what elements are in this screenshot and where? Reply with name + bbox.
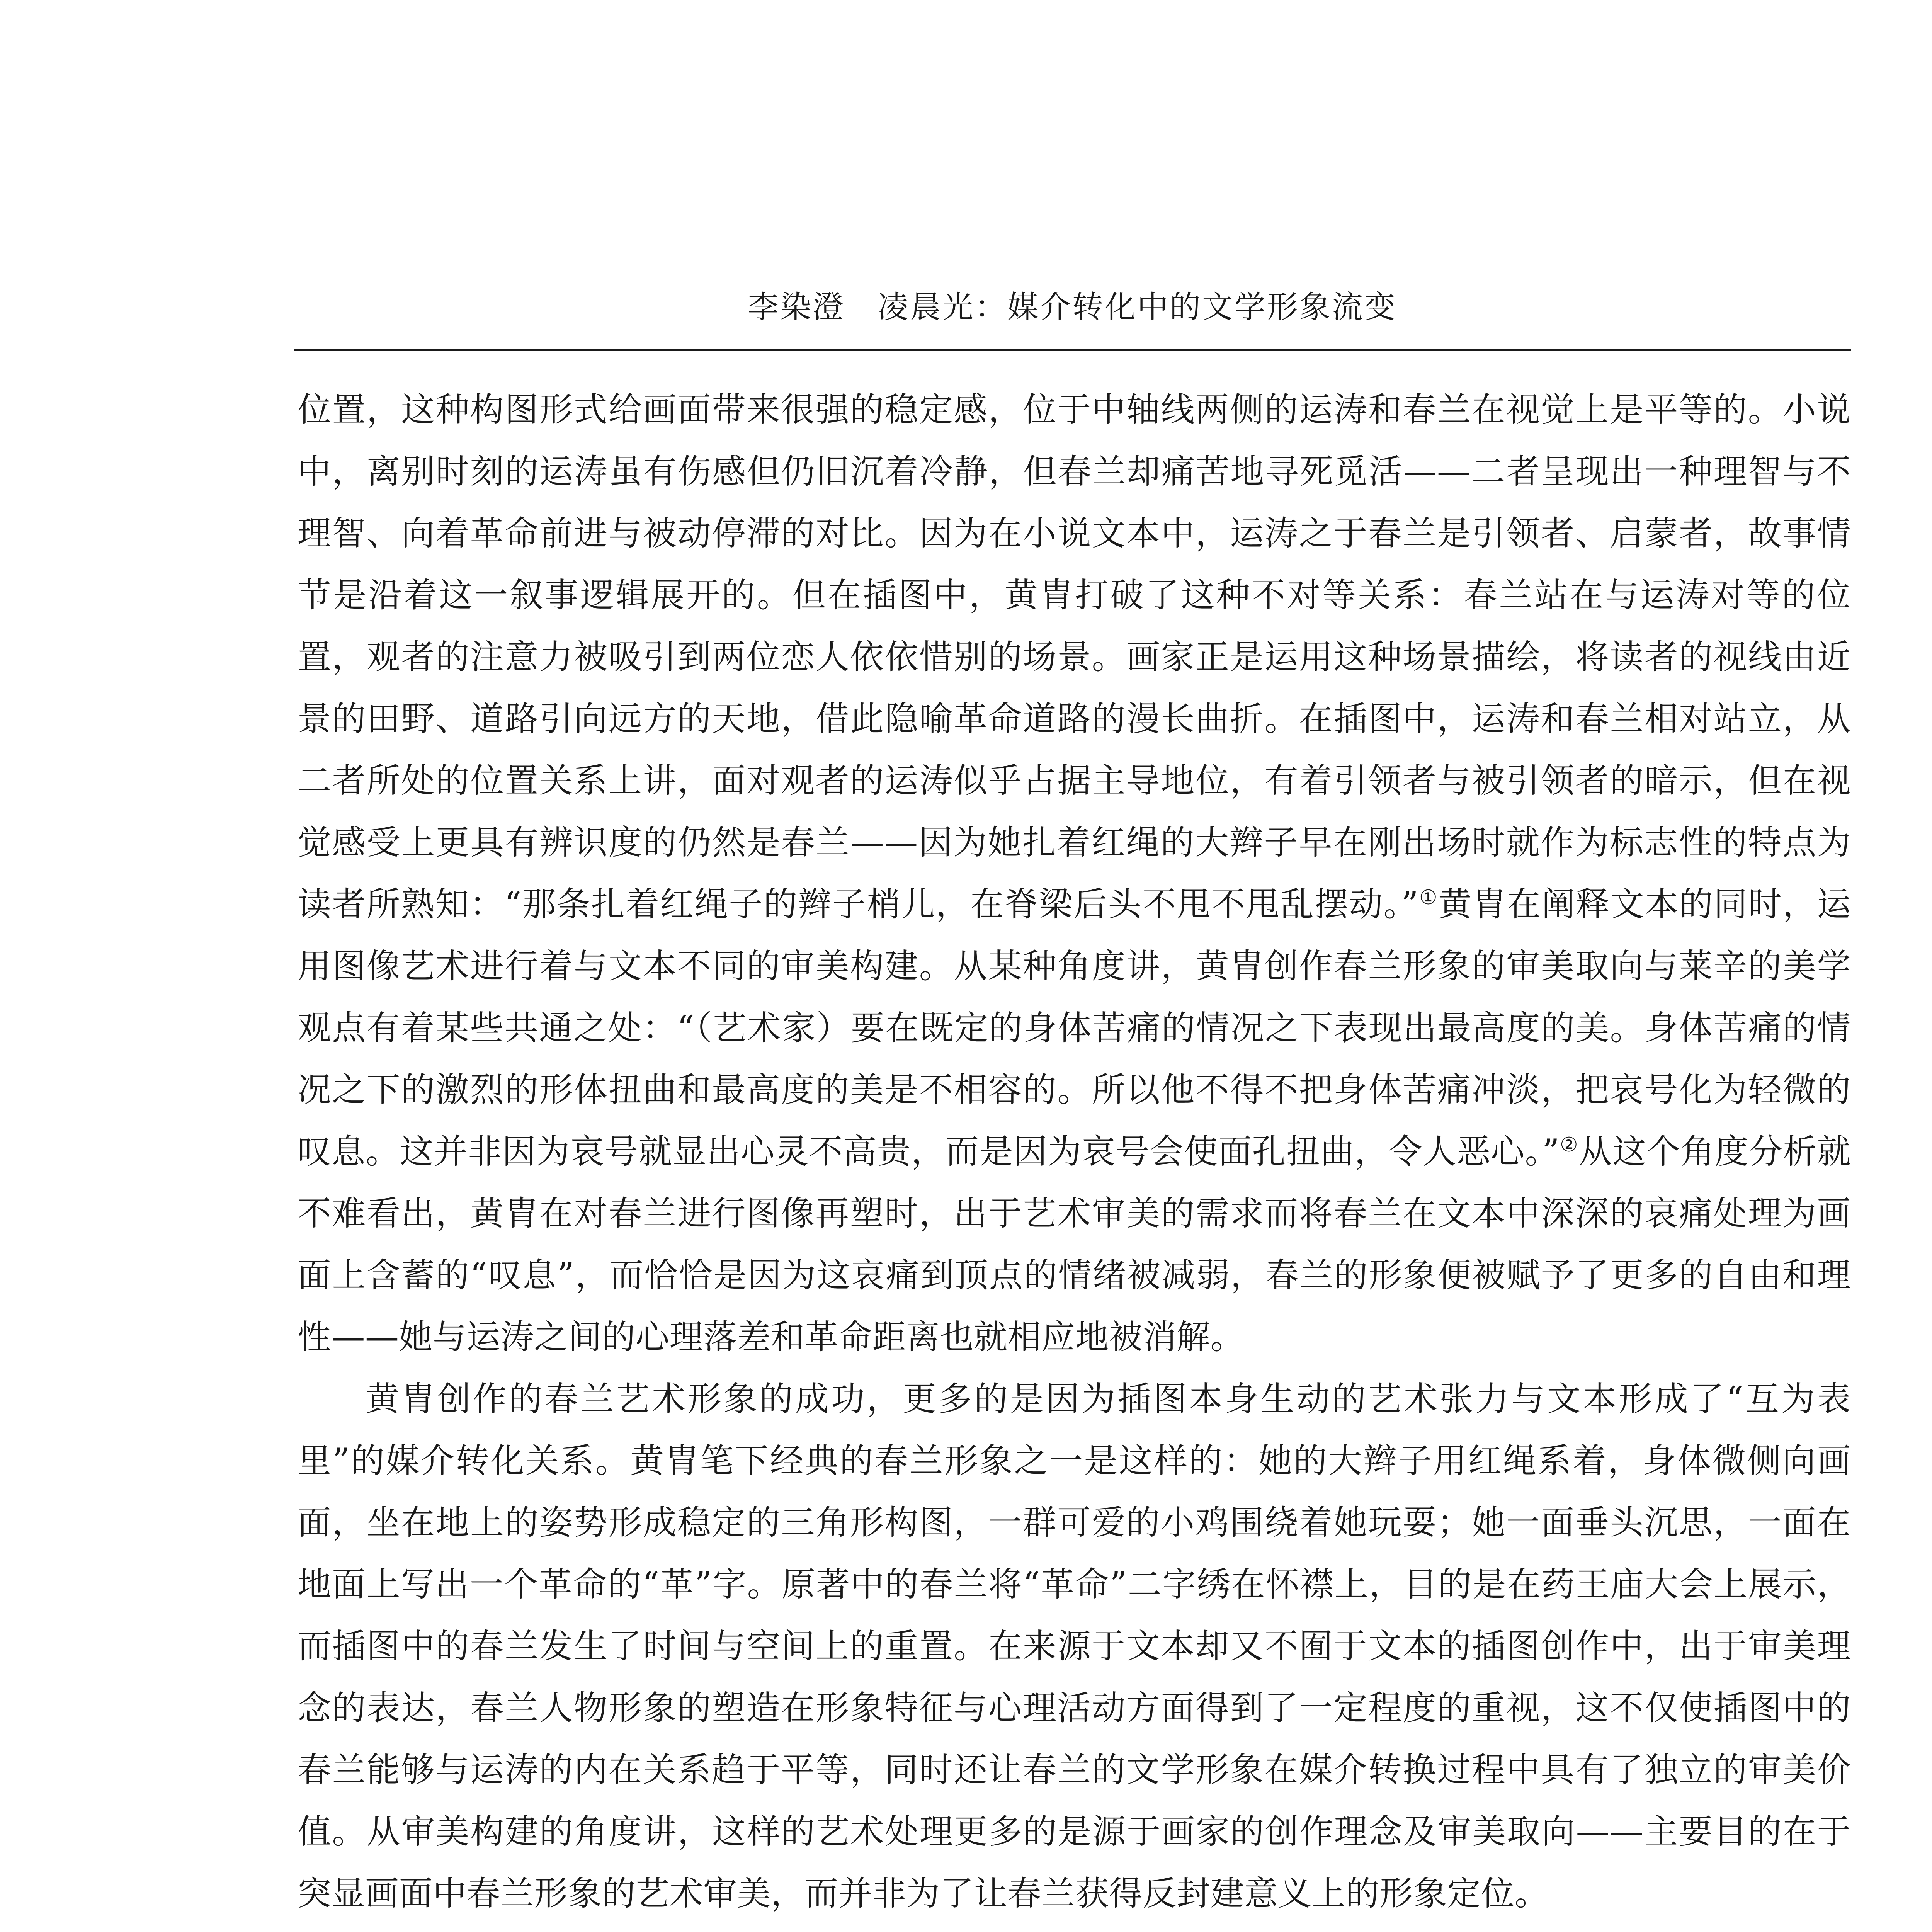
- paragraph-1-text-c: 从这个角度分析就不难看出，黄胄在对春兰进行图像再塑时，出于艺术审美的需求而将春兰在文本中深深的哀痛处理为画面上含蓄的“叹息”，而恰恰是因为这哀痛到顶点的情绪被减弱，春兰的形象便被赋予了更多的自由和理性——她与运涛之间的心理落差和革命距离也就相应地被消解。: [298, 1132, 1851, 1357]
- paragraph-2: 黄胄创作的春兰艺术形象的成功，更多的是因为插图本身生动的艺术张力与文本形成了“互为表里”的媒介转化关系。黄胄笔下经典的春兰形象之一是这样的：她的大辫子用红绳系着，身体微侧向画面，坐在地上的姿势形成稳定的三角形构图，一群可爱的小鸡围绕着她玩耍；她一面垂头沉思，一面在地面上写出一个革命的“革”字。原著中的春兰将“革命”二字绣在怀襟上，目的是在药王庙大会上展示，而插图中的春兰发生了时间与空间上的重置。在来源于文本却又不囿于文本的插图创作中，出于审美理念的表达，春兰人物形象的塑造在形象特征与心理活动方面得到了一定程度的重视，这不仅使插图中的春兰能够与运涛的内在关系趋于平等，同时还让春兰的文学形象在媒介转换过程中具有了独立的审美价值。从审美构建的角度讲，这样的艺术处理更多的是源于画家的创作理念及审美取向——主要目的在于突显画面中春兰形象的艺术审美，而并非为了让春兰获得反封建意义上的形象定位。: [298, 1379, 1851, 1913]
- paragraph-1-text-b: 黄胄在阐释文本的同时，运用图像艺术进行着与文本不同的审美构建。从某种角度讲，黄胄创作春兰形象的审美取向与莱辛的美学观点有着某些共通之处：“（艺术家）要在既定的身体苦痛的情况之下表现出最高度的美。身体苦痛的情况之下的激烈的形体扭曲和最高度的美是不相容的。所以他不得不把身体苦痛冲淡，把哀号化为轻微的叹息。这并非因为哀号就显出心灵不高贵，而是因为哀号会使面孔扭曲，令人恶心。”: [298, 884, 1851, 1171]
- running-header: 李染澄 凌晨光：媒介转化中的文学形象流变: [748, 289, 1397, 325]
- header-rule: [294, 349, 1851, 351]
- paragraph-1: [298, 379, 1851, 1368]
- paragraph-3: [298, 1924, 1851, 1932]
- footnote-ref-2[interactable]: ②: [1560, 1133, 1578, 1156]
- footnote-ref-1[interactable]: ①: [1418, 886, 1438, 909]
- paragraph-1-text-a: 位置，这种构图形式给画面带来很强的稳定感，位于中轴线两侧的运涛和春兰在视觉上是平等的。小说中，离别时刻的运涛虽有伤感但仍旧沉着冷静，但春兰却痛苦地寻死觅活——二者呈现出一种理智与不理智、向着革命前进与被动停滞的对比。因为在小说文本中，运涛之于春兰是引领者、启蒙者，故事情节是沿着这一叙事逻辑展开的。但在插图中，黄胄打破了这种不对等关系：春兰站在与运涛对等的位置，观者的注意力被吸引到两位恋人依依惜别的场景。画家正是运用这种场景描绘，将读者的视线由近景的田野、道路引向远方的天地，借此隐喻革命道路的漫长曲折。在插图中，运涛和春兰相对站立，从二者所处的位置关系上讲，面对观者的运涛似乎占据主导地位，有着引领者与被引领者的暗示，但在视觉感受上更具有辨识度的仍然是春兰——因为她扎着红绳的大辫子早在刚出场时就作为标志性的特点为读者所熟知：“那条扎着红绳子的辫子梢儿，在脊梁后头不甩不甩乱摆动。”: [298, 390, 1851, 924]
- article-body: [298, 379, 1851, 1932]
